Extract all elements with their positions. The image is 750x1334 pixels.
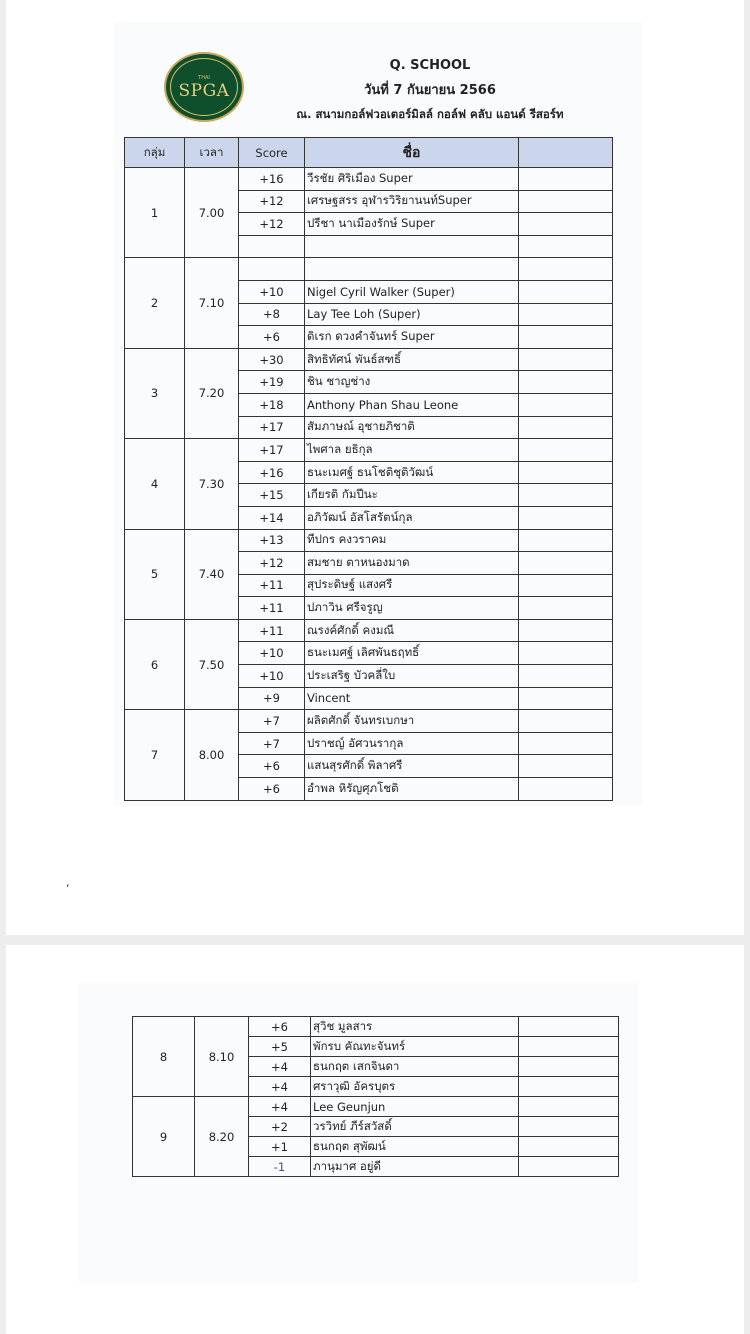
table-row [125,168,613,191]
player-name: ธนกฤต เสกจินดา [311,1057,519,1077]
player-score: +13 [239,529,305,552]
player-name: ธนะเมศฐ์ ธนโชติชุติวัฒน์ [305,461,519,484]
extra-cell [519,1157,619,1177]
extra-cell [519,1137,619,1157]
player-score: +4 [249,1057,311,1077]
player-name: ไพศาล ยธิกุล [305,439,519,462]
player-score: +4 [249,1097,311,1117]
extra-cell [519,303,613,326]
extra-cell [519,755,613,778]
table-row [133,1017,619,1037]
group-number: 7 [125,710,185,800]
player-score: +10 [239,665,305,688]
player-name: สุประดิษฐ์ แสงศรี [305,574,519,597]
extra-cell [519,484,613,507]
document-header [250,58,610,124]
player-name: ผลิตศักดิ์ จันทรเบกษา [305,710,519,733]
group-number: 9 [133,1097,195,1177]
player-score: +6 [249,1017,311,1037]
extra-cell [519,280,613,303]
column-header-time: เวลา [185,138,239,168]
player-score: +19 [239,371,305,394]
player-score: +17 [239,439,305,462]
table-row [133,1097,619,1117]
extra-cell [519,326,613,349]
player-name: สมชาย ตาหนองมาด [305,552,519,575]
player-name: ปภาวิน ศรีจรูญ [305,597,519,620]
extra-cell [519,574,613,597]
extra-cell [519,258,613,281]
player-name: ปรีชา นาเมืองรักษ์ Super [305,213,519,236]
player-score: +5 [249,1037,311,1057]
extra-cell [519,1077,619,1097]
group-number: 3 [125,348,185,438]
group-number: 4 [125,439,185,529]
player-name [305,235,519,258]
column-header-name: ชื่อ [305,138,519,168]
extra-cell [519,710,613,733]
extra-cell [519,168,613,191]
event-venue: ณ. สนามกอล์ฟวอเตอร์มิลล์ กอล์ฟ คลับ แอนด์ รีสอร์ท [296,107,564,121]
tee-time: 8.00 [185,710,239,800]
player-name: ทีปกร คงวราคม [305,529,519,552]
player-name: สุวิช มูลสาร [311,1017,519,1037]
player-name: วีรชัย ศิริเมือง Super [305,168,519,191]
player-name: Anthony Phan Shau Leone [305,393,519,416]
player-name: ณรงค์ศักดิ์ คงมณี [305,619,519,642]
extra-cell [519,778,613,801]
player-name [305,258,519,281]
player-score: +11 [239,619,305,642]
extra-cell [519,190,613,213]
tee-time: 7.20 [185,348,239,438]
player-name: ธนกฤต สุพัฒน์ [311,1137,519,1157]
event-date: วันที่ 7 กันยายน 2566 [364,83,496,98]
player-score: +4 [249,1077,311,1097]
group-number: 2 [125,258,185,348]
extra-cell [519,416,613,439]
player-name: Vincent [305,687,519,710]
player-name: ดิเรก ดวงคำจันทร์ Super [305,326,519,349]
extra-cell [519,597,613,620]
player-name: สัมภาษณ์ อุชายภิชาติ [305,416,519,439]
tee-time: 7.50 [185,619,239,709]
player-name: Nigel Cyril Walker (Super) [305,280,519,303]
player-score: +9 [239,687,305,710]
extra-cell [519,235,613,258]
player-name: ปราชญ์ อัศวนรากุล [305,732,519,755]
extra-cell [519,529,613,552]
player-score: +11 [239,597,305,620]
player-name: แสนสุรศักดิ์ พิลาศรี [305,755,519,778]
extra-cell [519,461,613,484]
column-header-group: กลุ่ม [125,138,185,168]
player-score [239,235,305,258]
player-score: +10 [239,642,305,665]
table-row [125,348,613,371]
group-number: 8 [133,1017,195,1097]
stray-mark: , [66,876,70,889]
extra-cell [519,1017,619,1037]
player-score: +18 [239,393,305,416]
player-score: +7 [239,732,305,755]
player-score: +17 [239,416,305,439]
player-score: +6 [239,778,305,801]
tee-time: 7.30 [185,439,239,529]
player-score: +14 [239,506,305,529]
player-score: -1 [249,1157,311,1177]
table-row [125,710,613,733]
tee-time: 8.10 [195,1017,249,1097]
player-score: +12 [239,552,305,575]
player-score: +15 [239,484,305,507]
player-name: ภานุมาศ อยู่ดี [311,1157,519,1177]
player-score: +16 [239,461,305,484]
column-header-extra [519,138,613,168]
table-row [125,619,613,642]
player-name: เศรษฐสรร อุฬารวิริยานนท์Super [305,190,519,213]
player-score: +8 [239,303,305,326]
player-score: +12 [239,213,305,236]
table-header-row [125,138,613,168]
player-score: +30 [239,348,305,371]
player-name: พักรบ คัณทะจันทร์ [311,1037,519,1057]
group-number: 1 [125,168,185,258]
player-score: +7 [239,710,305,733]
player-score: +6 [239,755,305,778]
tee-time-table [124,137,613,801]
logo-text: SPGA [178,80,230,101]
extra-cell [519,665,613,688]
extra-cell [519,642,613,665]
tee-time: 7.40 [185,529,239,619]
table-row [125,258,613,281]
tee-time: 7.00 [185,168,239,258]
player-name: ชิน ชาญช่าง [305,371,519,394]
player-name: Lay Tee Loh (Super) [305,303,519,326]
extra-cell [519,393,613,416]
player-name: ศราวุฒิ อัครบุตร [311,1077,519,1097]
spga-logo-icon [164,52,244,122]
logo-subtext: THAI [198,74,210,81]
extra-cell [519,1117,619,1137]
player-score: +2 [249,1117,311,1137]
extra-cell [519,1097,619,1117]
extra-cell [519,506,613,529]
extra-cell [519,348,613,371]
player-name: ประเสริฐ บัวคลี่ใบ [305,665,519,688]
table-row [125,439,613,462]
player-name: วรวิทย์ ภีร์สวัสดิ์ [311,1117,519,1137]
extra-cell [519,213,613,236]
extra-cell [519,1057,619,1077]
player-score: +11 [239,574,305,597]
tee-time: 8.20 [195,1097,249,1177]
group-number: 6 [125,619,185,709]
player-name: เกียรติ กัมปีนะ [305,484,519,507]
player-score: +1 [249,1137,311,1157]
player-name: Lee Geunjun [311,1097,519,1117]
player-score: +12 [239,190,305,213]
extra-cell [519,439,613,462]
event-title: Q. SCHOOL [389,58,471,73]
extra-cell [519,1037,619,1057]
column-header-score: Score [239,138,305,168]
extra-cell [519,552,613,575]
player-score: +16 [239,168,305,191]
player-score [239,258,305,281]
tee-time: 7.10 [185,258,239,348]
player-score: +6 [239,326,305,349]
tee-time-table-continued [132,1016,619,1177]
table-row [125,529,613,552]
extra-cell [519,732,613,755]
group-number: 5 [125,529,185,619]
extra-cell [519,619,613,642]
player-name: สิทธิทัศน์ พันธ์สฑธิ์ [305,348,519,371]
player-name: อำพล หิรัญศุภโชติ [305,778,519,801]
player-score: +10 [239,280,305,303]
player-name: อภิวัฒน์ อัสโสรัตน์กุล [305,506,519,529]
extra-cell [519,687,613,710]
extra-cell [519,371,613,394]
player-name: ธนะเมศฐ์ เลิศพันธฤทธิ์ [305,642,519,665]
